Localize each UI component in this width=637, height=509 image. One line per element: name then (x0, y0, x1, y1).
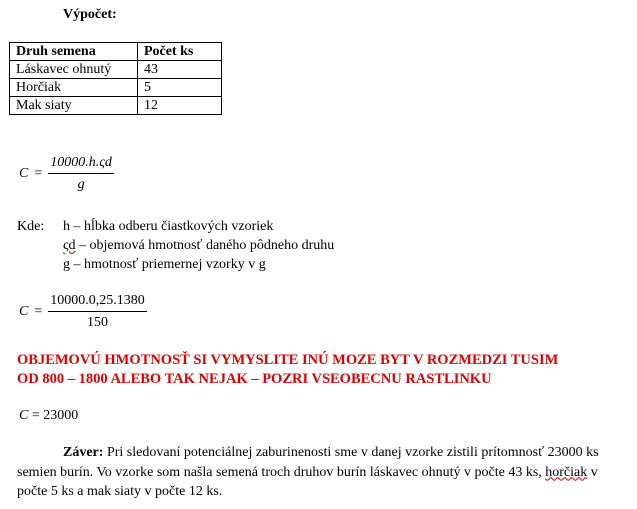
cd-symbol: ςd (63, 238, 76, 253)
definition-h: h – hĺbka odberu čiastkových vzoriek (63, 219, 274, 234)
table-cell: Láskavec ohnutý (10, 61, 138, 79)
formula-denominator: 150 (87, 315, 108, 330)
table-row (10, 79, 222, 97)
red-note-line2: OD 800 – 1800 ALEBO TAK NEJAK – POZRI VSEOBECNU RASTLINKU (17, 371, 492, 387)
column-header: Počet ks (138, 43, 222, 61)
conclusion-text-2: v počte 5 ks a mak siaty v počte 12 ks. (17, 464, 598, 499)
table-cell: Horčiak (10, 79, 138, 97)
page-heading: Výpočet: (63, 7, 117, 22)
table-row (10, 97, 222, 115)
definition-cd-text: – objemová hmotnosť daného pôdneho druhu (75, 238, 335, 253)
formula-equals: = (34, 166, 43, 181)
formula-substituted (19, 293, 147, 331)
result-value: = 23000 (28, 408, 79, 423)
table-cell: Mak siaty (10, 97, 138, 115)
seed-table (9, 42, 222, 115)
formula-numerator: 10000.h.ςd (48, 155, 114, 174)
formula-lhs: C (19, 166, 29, 181)
red-note-line1: OBJEMOVÚ HMOTNOSŤ SI VYMYSLITE INÚ MOZE BYT V ROZMEDZI TUSIM (17, 352, 559, 368)
formula-general (19, 155, 114, 193)
table-cell: 5 (138, 79, 222, 97)
table-cell: 43 (138, 61, 222, 79)
conclusion-paragraph (17, 443, 623, 502)
definitions-label: Kde: (17, 219, 45, 234)
formula-fraction (48, 155, 114, 193)
formula-lhs: C (19, 304, 29, 319)
table-row (10, 61, 222, 79)
formula-fraction (48, 293, 147, 331)
formula-numerator: 10000.0,25.1380 (48, 293, 147, 312)
table-cell: 12 (138, 97, 222, 115)
conclusion-horciak: horčiak (545, 464, 588, 480)
result-lhs: C (19, 408, 29, 423)
conclusion-label: Záver: (63, 445, 104, 460)
conclusion-text-1: Pri sledovaní potenciálnej zaburinenosti sme v danej vzorke zistili prítomnosť 23000 ks semien burín. Vo vzorke som našla semená troch druhov burín láskavec ohnutý v počte 43 ks, (17, 445, 599, 480)
definition-g: g – hmotnosť priemernej vzorky v g (63, 257, 266, 272)
result-line (19, 408, 78, 424)
definition-cd (63, 238, 334, 254)
table-header-row (10, 43, 222, 61)
column-header: Druh semena (10, 43, 138, 61)
formula-denominator: g (77, 177, 85, 192)
formula-equals: = (34, 304, 43, 319)
